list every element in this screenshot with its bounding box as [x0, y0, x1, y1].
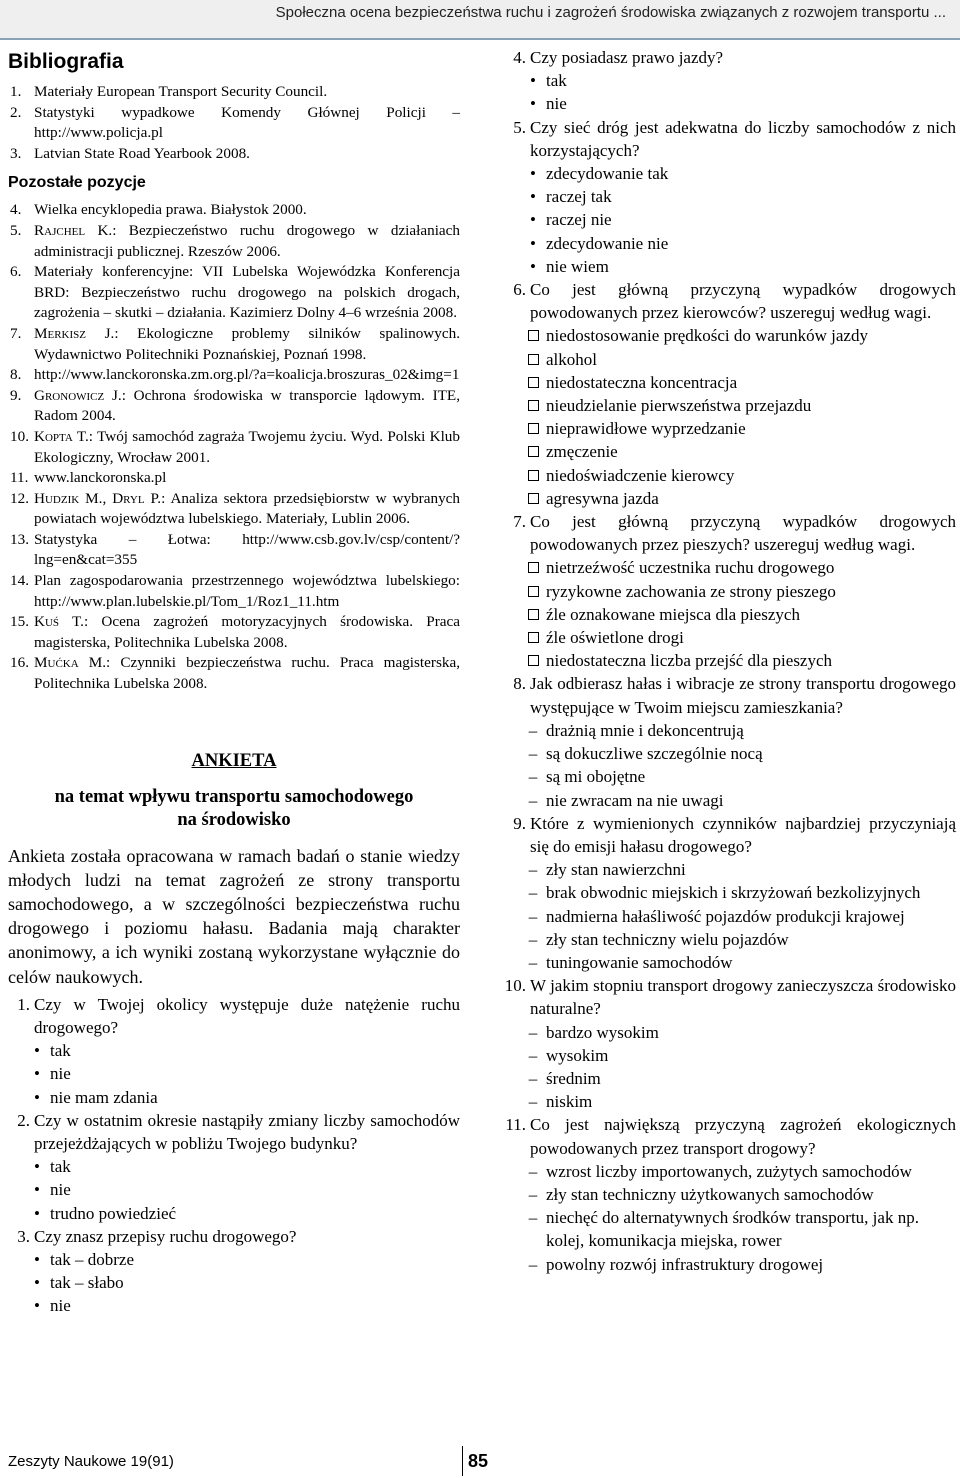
survey-question	[504, 46, 956, 69]
survey-subtitle-line-1: na temat wpływu transportu samochodowego	[54, 786, 414, 807]
bibliography-item-number: 4.	[10, 201, 22, 219]
question-text: W jakim stopniu transport drogowy zanieczyszcza środowisko naturalne?	[530, 976, 956, 1019]
bibliography-item	[8, 427, 460, 468]
bibliography-item	[8, 468, 460, 489]
bibliography-item-number: 14.	[10, 572, 29, 590]
question-text: Czy posiadasz prawo jazdy?	[530, 48, 724, 67]
survey-question	[504, 812, 956, 858]
answer-option	[8, 1271, 460, 1294]
answer-option-label: tak – dobrze	[50, 1250, 135, 1270]
question-text: Co jest największą przyczyną zagrożeń ekologicznych powodowanych przez transport drogowy?	[530, 1115, 956, 1158]
answer-option	[504, 626, 956, 649]
question-number: 11.	[505, 1115, 526, 1135]
answer-option-label: bardzo wysokim	[546, 1022, 659, 1042]
question-text: Jak odbierasz hałas i wibracje ze strony transportu drogowego występujące w Twoim miejscu zamieszkania?	[530, 674, 956, 717]
answer-option-label: nieudzielanie pierwszeństwa przejazdu	[546, 396, 812, 416]
answer-option	[504, 324, 956, 347]
question-number: 2.	[17, 1110, 30, 1130]
question-number: 8.	[513, 674, 526, 694]
page-number: 85	[468, 1451, 489, 1471]
answer-option-label: alkohol	[546, 349, 597, 369]
bibliography-item	[8, 221, 460, 262]
answer-option	[504, 951, 956, 974]
answer-option	[504, 905, 956, 928]
answer-option	[504, 487, 956, 510]
answer-option	[504, 928, 956, 951]
bullet-icon: •	[34, 1296, 40, 1316]
question-text: Czy sieć dróg jest adekwatna do liczby samochodów z nich korzystających?	[530, 117, 956, 160]
bibliography-item-text: Latvian State Road Yearbook 2008.	[34, 144, 250, 162]
checkbox-square-icon	[528, 493, 539, 504]
checkbox-square-icon	[528, 470, 539, 481]
bibliography-item-text: www.lanckoronska.pl	[34, 469, 167, 487]
bullet-icon: •	[34, 1273, 40, 1293]
answer-option-label: ryzykowne zachowania ze strony pieszego	[546, 581, 836, 601]
checkbox-square-icon	[528, 446, 539, 457]
other-items-title: Pozostałe pozycje	[8, 174, 146, 192]
answer-option	[504, 348, 956, 371]
bibliography-item-number: 12.	[10, 489, 29, 507]
answer-option-label: trudno powiedzieć	[50, 1203, 177, 1223]
bibliography-item	[8, 571, 460, 612]
bibliography-title: Bibliografia	[8, 50, 124, 73]
answer-option-label: drażnią mnie i dekoncentrują	[546, 720, 744, 740]
answer-option-label: zdecydowanie nie	[546, 233, 669, 253]
answer-option	[504, 371, 956, 394]
bibliography-item	[8, 612, 460, 653]
bullet-icon: •	[34, 1064, 40, 1084]
dash-icon: –	[528, 720, 538, 740]
bibliography-item-number: 6.	[10, 263, 22, 281]
other-items-list	[8, 200, 460, 694]
bullet-icon: •	[34, 1087, 40, 1107]
bullet-icon: •	[530, 187, 536, 207]
bibliography-item-text: Statystyki wypadkowe Komendy Głównej Policji – http://www.policja.pl	[34, 103, 460, 142]
answer-option	[504, 208, 956, 231]
bibliography-item-text: : Analiza sektora przedsiębiorstw w wybranych powiatach województwa lubelskiego. Materiały, Lublin 2006.	[34, 489, 460, 528]
answer-option-label: wysokim	[546, 1045, 609, 1065]
checkbox-square-icon	[528, 586, 539, 597]
dash-icon: –	[528, 929, 538, 949]
answer-option	[8, 1178, 460, 1201]
answer-option-label: niedostateczna liczba przejść dla pieszych	[546, 651, 833, 671]
answer-option-label: są dokuczliwe szczególnie nocą	[546, 744, 763, 764]
answer-option	[504, 92, 956, 115]
answer-option	[504, 789, 956, 812]
answer-option-label: tak	[50, 1157, 71, 1177]
answer-option-label: niskim	[546, 1092, 593, 1112]
bibliography-item-text: : Twój samochód zagraża Twojemu życiu. Wyd. Polski Klub Ekologiczny, Wrocław 2001.	[34, 427, 460, 466]
answer-option	[504, 603, 956, 626]
answer-option-label: nieprawidłowe wyprzedzanie	[546, 419, 746, 439]
bullet-icon: •	[34, 1041, 40, 1061]
dash-icon: –	[528, 1092, 538, 1112]
bibliography-item-number: 7.	[10, 324, 22, 342]
dash-icon: –	[528, 767, 538, 787]
answer-option	[504, 719, 956, 742]
bibliography-item-text: Materiały konferencyjne: VII Lubelska Wojewódzka Konferencja BRD: Bezpieczeństwo ruchu drogowego na polskich drogach, zagrożenia – skutki – działania. Kazimierz Dolny 4–6 września 2008.	[34, 263, 460, 322]
bibliography-item-text: Statystyka – Łotwa: http://www.csb.gov.lv/csp/content/?lng=en&cat=355	[34, 530, 460, 569]
answer-option-label: tak	[50, 1041, 71, 1061]
answer-option	[504, 1160, 956, 1183]
bibliography-item-text: : Ochrona środowiska w transporcie lądowym. ITE, Radom 2004.	[34, 386, 460, 425]
answer-option-label: nie	[50, 1296, 71, 1316]
bibliography-item	[8, 489, 460, 530]
answer-option-label: niechęć do alternatywnych środków transportu, jak np. kolej, komunikacja miejska, rower	[546, 1208, 919, 1251]
bibliography-item	[8, 262, 460, 324]
question-number: 6.	[513, 280, 526, 300]
answer-option	[504, 1206, 956, 1252]
bibliography-item-text: http://www.lanckoronska.zm.org.pl/?a=koalicja.broszuras_02&img=1	[34, 366, 460, 384]
answer-option	[504, 765, 956, 788]
answer-option-label: niedoświadczenie kierowcy	[546, 465, 735, 485]
survey-question	[504, 278, 956, 324]
dash-icon: –	[528, 906, 538, 926]
answer-option	[504, 858, 956, 881]
answer-option	[504, 464, 956, 487]
answer-option-label: nadmierna hałaśliwość pojazdów produkcji krajowej	[546, 906, 905, 926]
question-number: 9.	[513, 813, 526, 833]
question-number: 7.	[513, 512, 526, 532]
bibliography-item	[8, 200, 460, 221]
answer-option	[504, 1253, 956, 1276]
checkbox-square-icon	[528, 377, 539, 388]
bibliography-item-number: 8.	[10, 366, 22, 384]
bibliography-item-number: 16.	[10, 654, 29, 672]
checkbox-square-icon	[528, 562, 539, 573]
survey-questions-right	[504, 46, 956, 1276]
answer-option-label: są mi obojętne	[546, 767, 646, 787]
answer-option-label: zły stan techniczny użytkowanych samochodów	[546, 1184, 874, 1204]
dash-icon: –	[528, 744, 538, 764]
checkbox-square-icon	[528, 400, 539, 411]
answer-option	[504, 580, 956, 603]
answer-option-label: nie mam zdania	[50, 1087, 158, 1107]
checkbox-square-icon	[528, 423, 539, 434]
answer-option	[504, 69, 956, 92]
answer-option-label: tak – słabo	[50, 1273, 124, 1293]
survey-question	[8, 1225, 460, 1248]
answer-option-label: nie zwracam na nie uwagi	[546, 790, 724, 810]
answer-option-label: zły stan techniczny wielu pojazdów	[546, 929, 789, 949]
answer-option-label: nietrzeźwość uczestnika ruchu drogowego	[546, 558, 835, 578]
answer-option	[504, 417, 956, 440]
answer-option	[504, 232, 956, 255]
bibliography-item	[8, 365, 460, 386]
answer-option-label: niedostosowanie prędkości do warunków jazdy	[546, 326, 868, 346]
bibliography-item-number: 2.	[10, 103, 22, 121]
question-number: 10.	[504, 976, 526, 996]
bibliography-item	[8, 530, 460, 571]
survey-questions-left	[8, 993, 460, 1318]
bibliography-item-text: Plan zagospodarowania przestrzennego województwa lubelskiego: http://www.plan.lubelskie.pl/Tom_1/Roz1_11.htm	[34, 572, 460, 610]
bibliography-item-number: 11.	[10, 469, 29, 487]
bibliography-item-number: 10.	[10, 427, 29, 445]
bibliography-list	[8, 82, 460, 164]
bullet-icon: •	[530, 256, 536, 276]
checkbox-square-icon	[528, 632, 539, 643]
question-text: Co jest główną przyczyną wypadków drogowych powodowanych przez kierowców? uszereguj według wagi.	[530, 280, 956, 323]
dash-icon: –	[528, 1045, 538, 1065]
survey-subtitle-line-2: na środowisko	[177, 809, 291, 830]
bullet-icon: •	[530, 94, 536, 114]
answer-option-label: nie	[546, 94, 567, 114]
question-number: 3.	[17, 1226, 30, 1246]
answer-option-label: tuningowanie samochodów	[546, 952, 733, 972]
answer-option	[8, 1086, 460, 1109]
bullet-icon: •	[530, 164, 536, 184]
bibliography-item-number: 9.	[10, 386, 22, 404]
survey-intro: Ankieta została opracowana w ramach badań o stanie wiedzy młodych ludzi na temat zagrożeń ze strony transportu samochodowego, a w szczególności bezpieczeństwa ruchu drogowego i poziomu hałasu. Badania mają charakter anonimowy, a ich wyniki zostaną wykorzystane wyłącznie do celów naukowych.	[8, 845, 460, 987]
checkbox-square-icon	[528, 330, 539, 341]
answer-option	[504, 742, 956, 765]
bibliography-item-number: 5.	[10, 221, 22, 239]
bullet-icon: •	[530, 233, 536, 253]
survey-question	[504, 116, 956, 162]
bibliography-item-author: Merkisz J.	[34, 324, 115, 342]
bullet-icon: •	[34, 1180, 40, 1200]
answer-option-label: brak obwodnic miejskich i skrzyżowań bezkolizyjnych	[546, 883, 921, 903]
right-column	[504, 46, 956, 1276]
answer-option	[8, 1062, 460, 1085]
answer-option	[504, 556, 956, 579]
bibliography-item	[8, 324, 460, 365]
question-text: Czy w Twojej okolicy występuje duże natężenie ruchu drogowego?	[34, 994, 460, 1038]
bibliography-item-number: 13.	[10, 530, 29, 548]
answer-option	[504, 185, 956, 208]
question-text: Które z wymienionych czynników najbardziej przyczyniają się do emisji hałasu drogowego?	[530, 813, 956, 856]
answer-option-label: nie wiem	[546, 256, 609, 276]
bibliography-item-text: : Ekologiczne problemy silników spalinowych. Wydawnictwo Politechniki Poznańskiej, Poznań 1998.	[34, 324, 460, 363]
dash-icon: –	[528, 1161, 538, 1181]
checkbox-square-icon	[528, 354, 539, 365]
dash-icon: –	[528, 1022, 538, 1042]
bullet-icon: •	[34, 1203, 40, 1223]
answer-option-label: tak	[546, 71, 567, 91]
dash-icon: –	[528, 952, 538, 972]
answer-option	[504, 881, 956, 904]
bibliography-item-text: : Bezpieczeństwo ruchu drogowego w działaniach administracji publicznej. Rzeszów 2006.	[34, 221, 460, 260]
answer-option-label: średnim	[546, 1068, 601, 1088]
bullet-icon: •	[34, 1157, 40, 1177]
answer-option-label: wzrost liczby importowanych, zużytych samochodów	[546, 1161, 912, 1181]
question-text: Czy w ostatnim okresie nastąpiły zmiany liczby samochodów przejeżdżających w pobliżu Twojego budynku?	[34, 1110, 460, 1154]
answer-option-label: nie	[50, 1180, 71, 1200]
bibliography-item	[8, 82, 460, 103]
answer-option	[504, 1021, 956, 1044]
answer-option-label: raczej tak	[546, 187, 612, 207]
survey-question	[8, 993, 460, 1039]
answer-option-label: źle oświetlone drogi	[546, 628, 684, 648]
bibliography-item-author: Mućka M.	[34, 654, 107, 672]
answer-option	[504, 394, 956, 417]
left-column	[8, 46, 460, 1318]
survey-question	[504, 1113, 956, 1159]
answer-option-label: zdecydowanie tak	[546, 164, 669, 184]
answer-option	[504, 1044, 956, 1067]
question-number: 4.	[513, 48, 526, 67]
survey-question	[504, 974, 956, 1020]
question-text: Co jest główną przyczyną wypadków drogowych powodowanych przez pieszych? uszereguj według wagi.	[530, 512, 956, 555]
answer-option-label: zmęczenie	[546, 442, 618, 462]
bibliography-item-number: 1.	[10, 83, 22, 100]
bibliography-item	[8, 653, 460, 694]
dash-icon: –	[528, 860, 538, 880]
running-header	[0, 0, 960, 40]
answer-option	[8, 1039, 460, 1062]
bibliography-item-author: Hudzik M., Dryl P.	[34, 489, 162, 507]
bibliography-item	[8, 386, 460, 427]
bibliography-item-author: Kuś T.	[34, 613, 84, 631]
bibliography-item-text: Materiały European Transport Security Council.	[34, 83, 328, 100]
survey-question	[504, 510, 956, 556]
dash-icon: –	[528, 883, 538, 903]
dash-icon: –	[528, 1208, 538, 1228]
bibliography-item-number: 15.	[10, 613, 29, 631]
bibliography-item-text: Wielka encyklopedia prawa. Białystok 2000.	[34, 201, 307, 219]
dash-icon: –	[528, 790, 538, 810]
answer-option-label: raczej nie	[546, 210, 612, 230]
answer-option	[504, 1090, 956, 1113]
answer-option	[504, 440, 956, 463]
survey-question	[504, 672, 956, 718]
answer-option	[8, 1294, 460, 1317]
running-header-text: Społeczna ocena bezpieczeństwa ruchu i zagrożeń środowiska związanych z rozwojem transportu ...	[275, 4, 946, 21]
bullet-icon: •	[530, 210, 536, 230]
question-number: 5.	[513, 117, 526, 137]
answer-option	[8, 1202, 460, 1225]
bibliography-item-text: : Ocena zagrożeń motoryzacyjnych środowiska. Praca magisterska, Politechnika Lubelska 2008.	[34, 613, 460, 651]
bibliography-item	[8, 103, 460, 144]
survey-title: ANKIETA	[191, 750, 277, 771]
bibliography-item-number: 3.	[10, 144, 22, 162]
answer-option-label: zły stan nawierzchni	[546, 860, 686, 880]
question-number: 1.	[17, 994, 30, 1014]
bullet-icon: •	[530, 71, 536, 91]
bibliography-item	[8, 144, 460, 165]
dash-icon: –	[528, 1068, 538, 1088]
answer-option	[504, 649, 956, 672]
answer-option-label: powolny rozwój infrastruktury drogowej	[546, 1254, 824, 1274]
bibliography-item-author: Kopta T.	[34, 427, 89, 445]
answer-option-label: źle oznakowane miejsca dla pieszych	[546, 604, 800, 624]
dash-icon: –	[528, 1254, 538, 1274]
answer-option	[504, 255, 956, 278]
bibliography-item-author: Rajchel K.	[34, 221, 113, 239]
dash-icon: –	[528, 1184, 538, 1204]
bullet-icon: •	[34, 1250, 40, 1270]
survey-question	[8, 1109, 460, 1155]
answer-option	[504, 162, 956, 185]
answer-option	[8, 1248, 460, 1271]
bibliography-item-author: Gronowicz J.	[34, 386, 122, 404]
answer-option	[504, 1183, 956, 1206]
checkbox-square-icon	[528, 609, 539, 620]
checkbox-square-icon	[528, 655, 539, 666]
answer-option-label: nie	[50, 1064, 71, 1084]
bibliography-item-text: : Czynniki bezpieczeństwa ruchu. Praca magisterska, Politechnika Lubelska 2008.	[34, 654, 460, 693]
survey-subtitle	[8, 786, 460, 832]
answer-option	[8, 1155, 460, 1178]
answer-option-label: niedostateczna koncentracja	[546, 372, 738, 392]
journal-name: Zeszyty Naukowe 19(91)	[8, 1453, 174, 1470]
answer-option	[504, 1067, 956, 1090]
answer-option-label: agresywna jazda	[546, 488, 659, 508]
question-text: Czy znasz przepisy ruchu drogowego?	[34, 1226, 297, 1246]
